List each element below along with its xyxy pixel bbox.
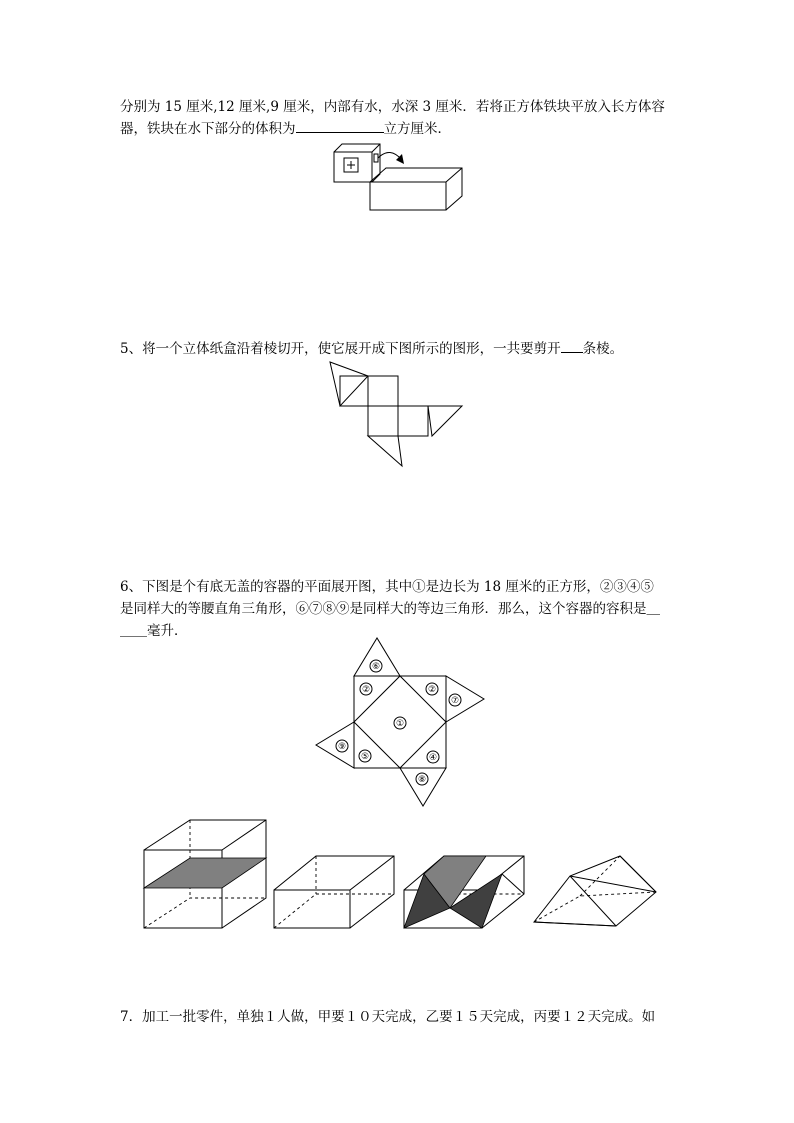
cube-side-mark	[374, 154, 378, 162]
box-top-back	[370, 168, 462, 210]
q4-line2-prefix: 器，铁块在水下部分的体积为	[120, 121, 296, 137]
net-square-b	[368, 376, 398, 406]
box-front	[370, 182, 446, 210]
label-9: ⑨	[337, 742, 347, 752]
cube-box-figure	[330, 138, 470, 214]
cube-top-side	[334, 144, 380, 182]
net-square-c	[368, 406, 398, 436]
q4-line2-suffix: 立方厘米．	[383, 121, 451, 137]
solid-2-cuboid	[274, 856, 394, 928]
box-net-figure	[326, 360, 466, 468]
label-6: ⑥	[371, 662, 381, 672]
solid-4-prism	[534, 856, 656, 926]
label-7: ⑦	[450, 696, 460, 706]
label-8: ⑧	[417, 775, 427, 785]
label-2a: ②	[361, 685, 371, 695]
container-net-figure	[312, 636, 488, 836]
q6-line1: 6、下图是个有底无盖的容器的平面展开图，其中①是边长为 18 厘米的正方形，②③④⑤	[120, 579, 654, 595]
net-top-triangle	[330, 362, 368, 406]
q7-line1: 7．加工一批零件，单独１人做，甲要１０天完成，乙要１５天完成，丙要１２天完成。如	[120, 1009, 656, 1025]
label-2b: ②	[427, 685, 437, 695]
q5-suffix: 条棱。	[582, 341, 624, 357]
label-4: ④	[428, 753, 438, 763]
q6-text	[120, 576, 676, 642]
net-bottom-triangle	[368, 436, 402, 466]
q4-line1: 分别为 15 厘米,12 厘米,9 厘米，内部有水，水深 3 厘米．若将正方体铁块平放入长方体容	[120, 99, 665, 115]
label-1: ①	[395, 719, 405, 729]
q5-text	[120, 338, 676, 360]
q5-answer-blank[interactable]	[561, 338, 583, 353]
net-square-d	[398, 406, 428, 436]
q6-line3: ＿＿毫升．	[120, 623, 188, 639]
solids-figure-row	[140, 818, 660, 930]
solid-3-shaded-cuboid	[404, 856, 524, 928]
q6-line2: 是同样大的等腰直角三角形，⑥⑦⑧⑨是同样大的等边三角形．那么，这个容器的容积是＿	[120, 601, 660, 617]
q5-prefix: 5、将一个立体纸盒沿着棱切开，使它展开成下图所示的图形，一共要剪开	[120, 341, 561, 357]
cube-front	[334, 152, 372, 182]
solid-1-cube	[144, 820, 266, 928]
q4-answer-blank[interactable]	[296, 118, 384, 133]
q7-text	[120, 1006, 676, 1028]
label-5: ⑤	[360, 752, 370, 762]
gray-cross-section	[144, 858, 266, 888]
triangle-8	[400, 768, 446, 806]
net-right-triangle	[428, 406, 462, 436]
q4-text	[120, 96, 676, 140]
